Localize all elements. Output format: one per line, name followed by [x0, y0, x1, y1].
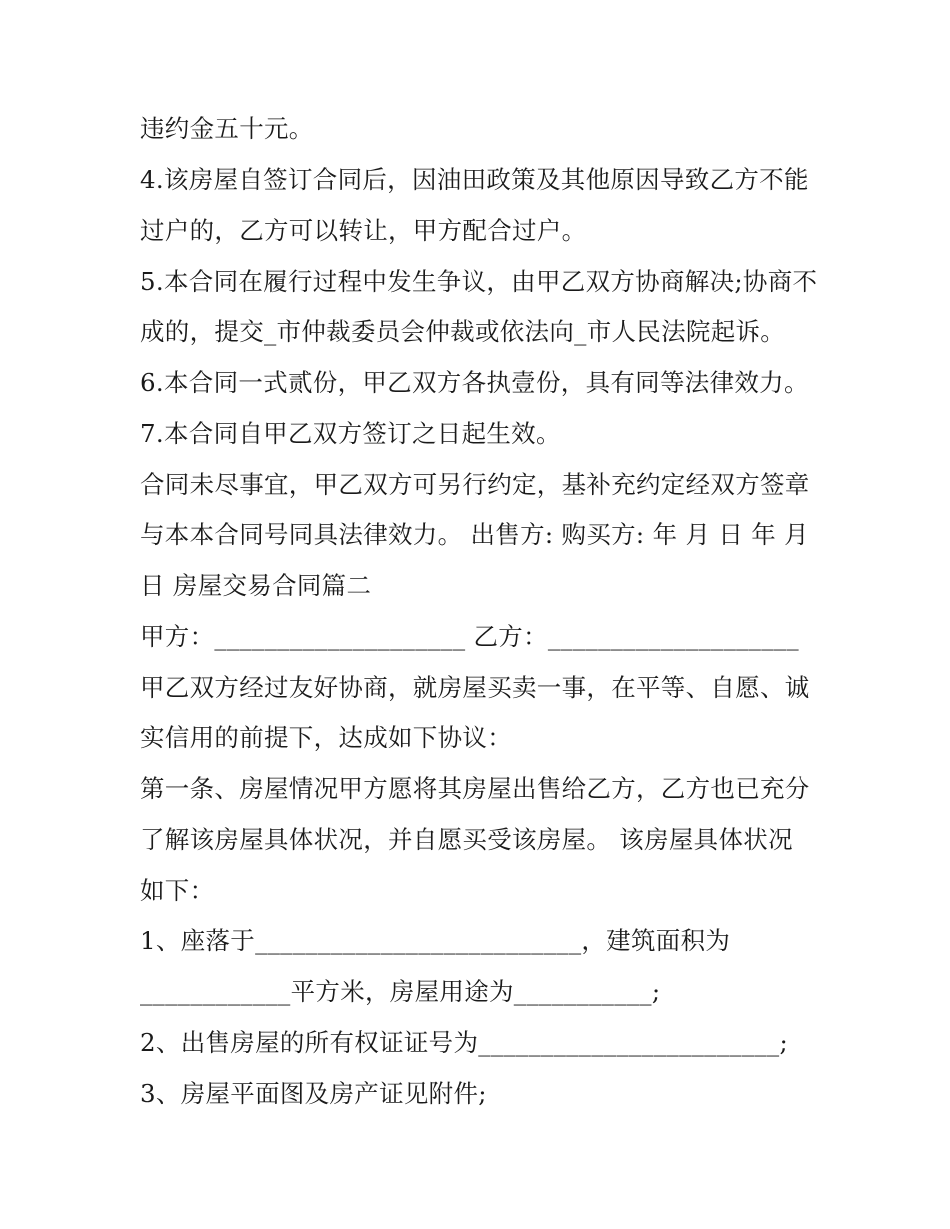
text-line: 1、座落于__________________________，建筑面积为 [140, 926, 731, 955]
party-line: 甲方：____________________ 乙方：____________________ [140, 622, 799, 651]
text-line: 4.该房屋自签订合同后，因油田政策及其他原因导致乙方不能 [140, 165, 809, 194]
text-line: 成的，提交_市仲裁委员会仲裁或依法向_市人民法院起诉。 [140, 317, 786, 346]
text-line: 实信用的前提下，达成如下协议： [140, 723, 512, 752]
text-line: 日 房屋交易合同篇二 [140, 571, 372, 600]
text-line: 第一条、房屋情况甲方愿将其房屋出售给乙方，乙方也已充分 [140, 774, 810, 803]
text-line: 6.本合同一式贰份，甲乙双方各执壹份，具有同等法律效力。 [140, 368, 809, 397]
text-line: 合同未尽事宜，甲乙双方可另行约定，基补充约定经双方签章 [140, 470, 810, 499]
text-line: 5.本合同在履行过程中发生争议，由甲乙双方协商解决;协商不 [140, 267, 818, 296]
text-line: 过户的，乙方可以转让，甲方配合过户。 [140, 216, 587, 245]
text-line: ____________平方米，房屋用途为___________; [140, 977, 661, 1006]
text-line: 了解该房屋具体状况，并自愿买受该房屋。 该房屋具体状况 [140, 825, 793, 854]
text-line: 2、出售房屋的所有权证证号为________________________; [140, 1028, 789, 1057]
text-line: 甲乙双方经过友好协商，就房屋买卖一事，在平等、自愿、诚 [140, 673, 810, 702]
text-line: 7.本合同自甲乙双方签订之日起生效。 [140, 419, 561, 448]
text-line: 3、房屋平面图及房产证见附件; [140, 1079, 487, 1108]
text-line: 违约金五十元。 [140, 114, 314, 143]
text-line: 如下： [140, 876, 215, 905]
text-line: 与本本合同号同具法律效力。 出售方: 购买方: 年 月 日 年 月 [140, 520, 809, 549]
